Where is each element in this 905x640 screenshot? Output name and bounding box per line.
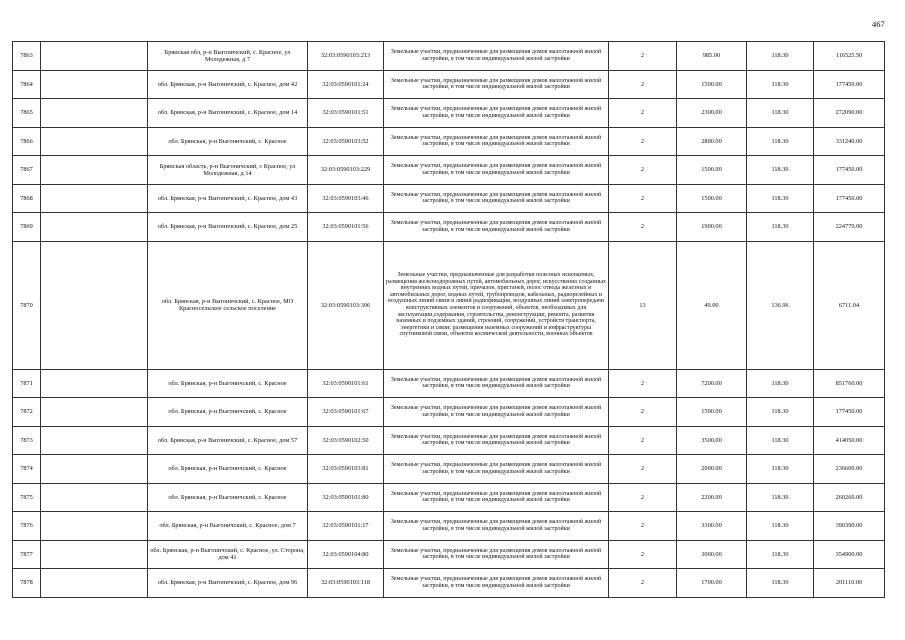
rate-cell: 118.30 (747, 42, 814, 71)
cadastral-number-cell: 32:03:0590101:24 (308, 70, 384, 99)
area-cell: 1500.00 (677, 156, 747, 185)
blank-cell (41, 241, 148, 369)
cadastral-number-cell: 32:03:0590101:51 (308, 99, 384, 128)
cadastral-value-cell: 272090.00 (814, 99, 885, 128)
rate-cell: 118.30 (747, 569, 814, 598)
blank-cell (41, 70, 148, 99)
rate-cell: 136.96 (747, 241, 814, 369)
rate-cell: 118.30 (747, 483, 814, 512)
address-cell: обл. Брянская, р-н Выгоничский, с. Красное (148, 369, 308, 398)
cadastral-value-cell: 201110.00 (814, 569, 885, 598)
permitted-use-cell: Земельные участки, предназначенные для размещения домов малоэтажной жилой застройки, в том числе индивидуальной жилой застройки (384, 455, 609, 484)
area-cell: 7200.00 (677, 369, 747, 398)
cadastral-number-cell: 32:03:0590103:46 (308, 184, 384, 213)
cadastral-number-cell: 32:03:0590102:50 (308, 426, 384, 455)
blank-cell (41, 213, 148, 242)
group-cell: 2 (609, 99, 677, 128)
group-cell: 2 (609, 540, 677, 569)
permitted-use-cell: Земельные участки, предназначенные для размещения домов малоэтажной жилой застройки, в том числе индивидуальной жилой застройки (384, 70, 609, 99)
blank-cell (41, 369, 148, 398)
group-cell: 2 (609, 127, 677, 156)
address-cell: Брянская обл, р-н Выгоничский, с. Красное, ул Молодежная, д 7 (148, 42, 308, 71)
permitted-use-cell: Земельные участки, предназначенные для размещения домов малоэтажной жилой застройки, в том числе индивидуальной жилой застройки (384, 426, 609, 455)
area-cell: 1500.00 (677, 184, 747, 213)
table-row (13, 426, 885, 455)
table-row (13, 512, 885, 541)
blank-cell (41, 184, 148, 213)
permitted-use-cell: Земельные участки, предназначенные для размещения домов малоэтажной жилой застройки, в том числе индивидуальной жилой застройки (384, 569, 609, 598)
group-cell: 2 (609, 483, 677, 512)
table-row (13, 156, 885, 185)
blank-cell (41, 398, 148, 427)
cadastral-value-cell: 177450.00 (814, 70, 885, 99)
cadastral-value-cell: 260260.00 (814, 483, 885, 512)
area-cell: 2200.00 (677, 483, 747, 512)
permitted-use-cell: Земельные участки, предназначенные для размещения домов малоэтажной жилой застройки, в том числе индивидуальной жилой застройки (384, 127, 609, 156)
permitted-use-cell: Земельные участки, предназначенные для размещения домов малоэтажной жилой застройки, в том числе индивидуальной жилой застройки (384, 156, 609, 185)
address-cell: обл. Брянская, р-н Выгоничский, с. Красное, дом 25 (148, 213, 308, 242)
row-number-cell: 7876 (13, 512, 41, 541)
address-cell: обл. Брянская, р-н Выгоничский, с. Красное (148, 127, 308, 156)
table-row (13, 569, 885, 598)
group-cell: 2 (609, 42, 677, 71)
cadastral-number-cell: 32:03:0590101:80 (308, 483, 384, 512)
permitted-use-cell: Земельные участки, предназначенные для размещения домов малоэтажной жилой застройки, в том числе индивидуальной жилой застройки (384, 184, 609, 213)
table-row (13, 398, 885, 427)
group-cell: 2 (609, 213, 677, 242)
rate-cell: 118.30 (747, 99, 814, 128)
area-cell: 3000.00 (677, 540, 747, 569)
group-cell: 2 (609, 512, 677, 541)
permitted-use-cell: Земельные участки, предназначенные для разработки полезных ископаемых, размещения железнодорожных путей, автомобильных дорог, искусственно созданных внутренних водных путей, причалов, пристаней, полос отвода железных и автомобильных дорог, водных путей, трубопроводов, кабельных, радиорелейных и воздушных линий связи и линий радиофикации, воздушных линий электропередачи конструктивных элементов и сооружений, объектов, необходимых для эксплуатации,содержания, строительства, реконструкции, ремонта, развития наземных и подземных зданий, строений, сооружений, устройств транспорта, энергетики и связи; размещения наземных сооружений и инфраструктуры спутниковой связи, объектов космической деятельности, военных объектов (384, 241, 609, 369)
area-cell: 985.00 (677, 42, 747, 71)
address-cell: обл. Брянская, р-н Выгоничский, с. Красное, дом 43 (148, 184, 308, 213)
table-row (13, 70, 885, 99)
rate-cell: 118.30 (747, 127, 814, 156)
cadastral-value-cell: 354900.00 (814, 540, 885, 569)
group-cell: 2 (609, 369, 677, 398)
cadastral-number-cell: 32:03:0590101:61 (308, 369, 384, 398)
blank-cell (41, 127, 148, 156)
address-cell: обл. Брянская, р-н Выгоничский, с. Красное, дом 57 (148, 426, 308, 455)
cadastral-value-cell: 224770.00 (814, 213, 885, 242)
blank-cell (41, 483, 148, 512)
group-cell: 2 (609, 569, 677, 598)
row-number-cell: 7867 (13, 156, 41, 185)
rate-cell: 118.30 (747, 512, 814, 541)
row-number-cell: 7869 (13, 213, 41, 242)
cadastral-number-cell: 32:03:0590103:229 (308, 156, 384, 185)
group-cell: 2 (609, 426, 677, 455)
area-cell: 1900.00 (677, 213, 747, 242)
permitted-use-cell: Земельные участки, предназначенные для размещения домов малоэтажной жилой застройки, в том числе индивидуальной жилой застройки (384, 483, 609, 512)
address-cell: обл. Брянская, р-н Выгоничский, с. Красное, МО Красносельское сельское поселение (148, 241, 308, 369)
rate-cell: 118.30 (747, 156, 814, 185)
cadastral-registry-table (12, 41, 885, 598)
table-row (13, 540, 885, 569)
row-number-cell: 7877 (13, 540, 41, 569)
blank-cell (41, 569, 148, 598)
cadastral-number-cell: 32:03:0590103:213 (308, 42, 384, 71)
rate-cell: 118.30 (747, 426, 814, 455)
row-number-cell: 7865 (13, 99, 41, 128)
rate-cell: 118.30 (747, 540, 814, 569)
address-cell: Брянская область, р-н Выгоничский, с Красное, ул Молодежная, д 14 (148, 156, 308, 185)
area-cell: 3500.00 (677, 426, 747, 455)
area-cell: 1500.00 (677, 70, 747, 99)
row-number-cell: 7864 (13, 70, 41, 99)
area-cell: 2000.00 (677, 455, 747, 484)
cadastral-value-cell: 177450.00 (814, 156, 885, 185)
row-number-cell: 7878 (13, 569, 41, 598)
group-cell: 2 (609, 70, 677, 99)
row-number-cell: 7872 (13, 398, 41, 427)
area-cell: 1500.00 (677, 398, 747, 427)
rate-cell: 118.30 (747, 213, 814, 242)
row-number-cell: 7868 (13, 184, 41, 213)
group-cell: 2 (609, 184, 677, 213)
address-cell: обл. Брянская, р-н Выгоничский, с. Красное, дом 96 (148, 569, 308, 598)
blank-cell (41, 426, 148, 455)
table-row (13, 184, 885, 213)
permitted-use-cell: Земельные участки, предназначенные для размещения домов малоэтажной жилой застройки, в том числе индивидуальной жилой застройки (384, 369, 609, 398)
row-number-cell: 7873 (13, 426, 41, 455)
permitted-use-cell: Земельные участки, предназначенные для размещения домов малоэтажной жилой застройки, в том числе индивидуальной жилой застройки (384, 99, 609, 128)
table-row (13, 99, 885, 128)
table-row (13, 241, 885, 369)
area-cell: 49.00 (677, 241, 747, 369)
row-number-cell: 7875 (13, 483, 41, 512)
blank-cell (41, 455, 148, 484)
address-cell: обл. Брянская, р-н Выгоничский, с. Красное (148, 455, 308, 484)
table-row (13, 42, 885, 71)
group-cell: 2 (609, 455, 677, 484)
row-number-cell: 7866 (13, 127, 41, 156)
cadastral-value-cell: 177450.00 (814, 398, 885, 427)
blank-cell (41, 156, 148, 185)
cadastral-value-cell: 331240.00 (814, 127, 885, 156)
rate-cell: 118.30 (747, 70, 814, 99)
area-cell: 2800.00 (677, 127, 747, 156)
table-row (13, 369, 885, 398)
rate-cell: 118.30 (747, 455, 814, 484)
row-number-cell: 7863 (13, 42, 41, 71)
permitted-use-cell: Земельные участки, предназначенные для размещения домов малоэтажной жилой застройки, в том числе индивидуальной жилой застройки (384, 398, 609, 427)
address-cell: обл. Брянская, р-н Выгоничский, с. Красное (148, 483, 308, 512)
blank-cell (41, 42, 148, 71)
cadastral-number-cell: 32:03:0590103:118 (308, 569, 384, 598)
cadastral-number-cell: 32:03:0590103:81 (308, 455, 384, 484)
address-cell: обл. Брянская, р-н Выгоничский, с. Красное (148, 398, 308, 427)
area-cell: 2300.00 (677, 99, 747, 128)
rate-cell: 118.30 (747, 369, 814, 398)
cadastral-number-cell: 32:03:0590104:80 (308, 540, 384, 569)
cadastral-number-cell: 32:03:0590103:52 (308, 127, 384, 156)
cadastral-value-cell: 6711.04 (814, 241, 885, 369)
table-row (13, 455, 885, 484)
row-number-cell: 7871 (13, 369, 41, 398)
cadastral-number-cell: 32:03:0590101:67 (308, 398, 384, 427)
row-number-cell: 7874 (13, 455, 41, 484)
cadastral-value-cell: 390390.00 (814, 512, 885, 541)
blank-cell (41, 512, 148, 541)
cadastral-value-cell: 116525.50 (814, 42, 885, 71)
area-cell: 3300.00 (677, 512, 747, 541)
permitted-use-cell: Земельные участки, предназначенные для размещения домов малоэтажной жилой застройки, в том числе индивидуальной жилой застройки (384, 512, 609, 541)
area-cell: 1700.00 (677, 569, 747, 598)
page-number: 467 (872, 19, 885, 29)
rate-cell: 118.30 (747, 184, 814, 213)
table-row (13, 213, 885, 242)
permitted-use-cell: Земельные участки, предназначенные для размещения домов малоэтажной жилой застройки, в том числе индивидуальной жилой застройки (384, 540, 609, 569)
address-cell: обл. Брянская, р-н Выгоничский, с. Красное, дом 42 (148, 70, 308, 99)
cadastral-number-cell: 32:03:0590101:17 (308, 512, 384, 541)
table-row (13, 127, 885, 156)
cadastral-value-cell: 177450.00 (814, 184, 885, 213)
cadastral-number-cell: 32:03:0590101:56 (308, 213, 384, 242)
group-cell: 13 (609, 241, 677, 369)
group-cell: 2 (609, 398, 677, 427)
blank-cell (41, 99, 148, 128)
permitted-use-cell: Земельные участки, предназначенные для размещения домов малоэтажной жилой застройки, в том числе индивидуальной жилой застройки (384, 42, 609, 71)
row-number-cell: 7870 (13, 241, 41, 369)
address-cell: обл. Брянская, р-н Выгоничский, с. Красное, ул. Сторона, дом 41 (148, 540, 308, 569)
cadastral-value-cell: 414050.00 (814, 426, 885, 455)
table-row (13, 483, 885, 512)
group-cell: 2 (609, 156, 677, 185)
address-cell: обл. Брянская, р-н Выгоничский, с. Красное, дом 14 (148, 99, 308, 128)
cadastral-value-cell: 236600.00 (814, 455, 885, 484)
address-cell: обл. Брянская, р-н Выгоничский, с. Красное, дом 7 (148, 512, 308, 541)
cadastral-number-cell: 32:03:0590103:306 (308, 241, 384, 369)
rate-cell: 118.30 (747, 398, 814, 427)
cadastral-value-cell: 851760.00 (814, 369, 885, 398)
permitted-use-cell: Земельные участки, предназначенные для размещения домов малоэтажной жилой застройки, в том числе индивидуальной жилой застройки (384, 213, 609, 242)
blank-cell (41, 540, 148, 569)
